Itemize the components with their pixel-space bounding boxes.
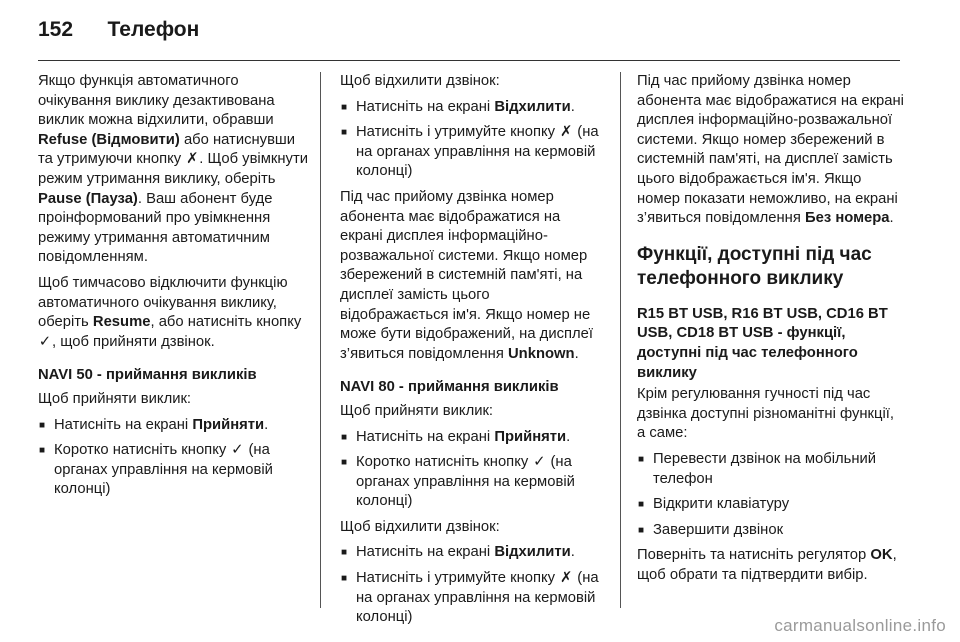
page-title: Телефон xyxy=(107,18,200,41)
functions-intro: Крім регулювання гучності під час дзвінка доступні різноманітні функції, а саме: xyxy=(637,386,895,442)
navi50-reject-list xyxy=(340,98,602,182)
column-divider-2 xyxy=(620,72,621,608)
list-item: ■ Натисніть на екрані Прийняти. xyxy=(340,428,602,448)
navi50-accept-list xyxy=(38,416,310,500)
column-1 xyxy=(38,72,310,506)
reject-intro: Щоб відхилити дзвінок: xyxy=(340,73,500,89)
list-item: ■ Натисніть на екрані Прийняти. xyxy=(38,416,310,436)
navi80-accept-list xyxy=(340,428,602,512)
ok-knob-paragraph: Поверніть та натисніть регулятор OK, щоб обрати та підтвердити вибір. xyxy=(637,547,897,583)
list-item: ■ Відкрити клавіатуру xyxy=(637,495,905,515)
header-divider xyxy=(38,60,900,61)
resume-paragraph: Щоб тимчасово відключити функцію автоматичного очікування виклику, оберіть Resume, або натисніть кнопку ✓, щоб прийняти дзвінок. xyxy=(38,274,310,352)
reject-call-icon: ✗ xyxy=(186,151,199,168)
reject-call-icon: ✗ xyxy=(559,124,573,141)
list-item: ■ Натисніть на екрані Відхилити. xyxy=(340,543,602,563)
page-number: 152 xyxy=(38,18,74,41)
navi50-heading: NAVI 50 - приймання викликів xyxy=(38,367,257,384)
no-number-message: Без номера xyxy=(804,210,890,227)
accept-intro: Щоб прийняти виклик: xyxy=(340,402,494,419)
reject-call-icon: ✗ xyxy=(559,570,573,587)
refuse-option: Refuse (Відмовити) xyxy=(38,131,180,148)
models-subheading: R15 BT USB, R16 BT USB, CD16 BT USB, CD18 BT USB - функції, доступні під час телефонного виклику xyxy=(637,305,888,381)
unknown-message: Unknown xyxy=(507,345,575,362)
accept-intro: Щоб прийняти виклик: xyxy=(38,390,192,407)
column-3 xyxy=(637,72,905,591)
list-item: ■ Перевести дзвінок на мобільний телефон xyxy=(637,450,905,489)
list-item: ■ Натисніть на екрані Відхилити. xyxy=(340,98,602,118)
list-item: ■ Коротко натисніть кнопку ✓ (на органах управління на кермовій колонці) xyxy=(38,441,310,500)
list-item: ■ Коротко натисніть кнопку ✓ (на органах управління на кермовій колонці) xyxy=(340,453,602,512)
accept-call-icon: ✓ xyxy=(231,442,244,459)
column-2 xyxy=(340,72,602,634)
reject-intro: Щоб відхилити дзвінок: xyxy=(340,518,500,535)
auto-wait-disabled-paragraph: Якщо функція автоматичного очікування виклику дезактивована виклик можна відхилити, обравши Refuse (Відмовити) або натиснувши та утримуючи кнопку ✗. Щоб увімкнути режим утримання виклику, оберіть Pause (Пауза). Ваш абонент буде проінформований про увімкнення режиму утримання автоматичним повідомленням. xyxy=(38,73,308,266)
resume-option: Resume xyxy=(92,314,151,331)
ok-label: OK xyxy=(870,547,893,564)
watermark: carmanualsonline.info xyxy=(774,616,946,635)
pause-option: Pause (Пауза) xyxy=(38,190,138,207)
navi80-reject-list xyxy=(340,543,602,627)
functions-list xyxy=(637,450,905,540)
column-divider-1 xyxy=(320,72,321,608)
caller-id-paragraph: Під час прийому дзвінка номер абонента має відображатися на екрані дисплея інформаційно-розважальної системи. Якщо номер збережений в системній пам'яті, на дисплеї замість цього відображається ім'я. Якщо номер показати неможливо, на екрані з’явиться повідомлення Без номера. xyxy=(637,73,904,227)
navi80-heading: NAVI 80 - приймання викликів xyxy=(340,379,559,396)
list-item: ■ Натисніть і утримуйте кнопку ✗ (на на органах управління на кермовій колонці) xyxy=(340,569,602,628)
accept-call-icon: ✓ xyxy=(38,333,52,350)
page-header xyxy=(38,18,199,48)
list-item: ■ Завершити дзвінок xyxy=(637,521,905,541)
list-item: ■ Натисніть і утримуйте кнопку ✗ (на на органах управління на кермовій колонці) xyxy=(340,123,602,182)
accept-call-icon: ✓ xyxy=(533,454,546,471)
in-call-functions-heading: Функції, доступні під час телефонного виклику xyxy=(637,243,872,289)
caller-id-paragraph: Під час прийому дзвінка номер абонента має відображатися на екрані дисплея інформаційно-розважальної системи. Якщо номер збережений в системній пам'яті, на дисплеї замість цього відображається ім'я. Якщо номер не може бути відображений, на дисплеї з’явиться повідомлення Unknown. xyxy=(340,188,593,362)
